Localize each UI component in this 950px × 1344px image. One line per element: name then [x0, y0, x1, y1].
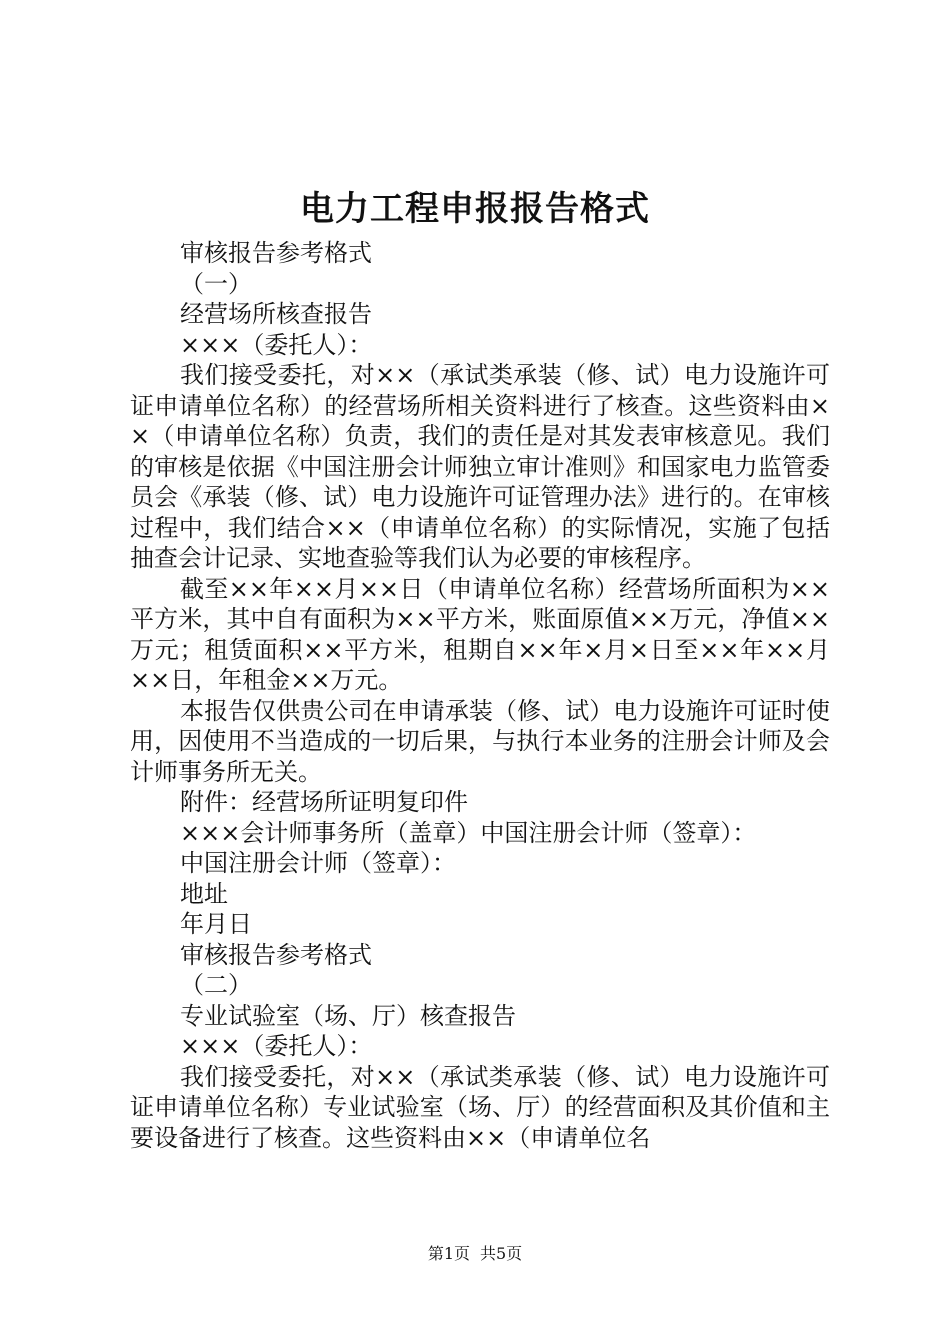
cpa-signature-line: 中国注册会计师（签章）：: [180, 849, 456, 877]
page-footer: [0, 1243, 950, 1265]
document-body: [130, 238, 830, 1153]
paragraph: 我们接受委托，对××（承试类承装（修、试）电力设施许可证申请单位名称）专业试验室（场、厅）的经营面积及其价值和主要设备进行了核查。这些资料由××（申请单位名: [130, 1062, 830, 1152]
date-line: 年月日: [180, 910, 252, 938]
firm-signature-line: ×××会计师事务所（盖章）中国注册会计师（签章）：: [180, 818, 757, 847]
paragraph: 本报告仅供贵公司在申请承装（修、试）电力设施许可证时使用，因使用不当造成的一切后果，与执行本业务的注册会计师及会计师事务所无关。: [130, 696, 830, 786]
address-line: 地址: [180, 879, 228, 908]
section-number: （二）: [180, 971, 252, 999]
paragraph: 截至××年××月××日（申请单位名称）经营场所面积为××平方米，其中自有面积为××平方米，账面原值××万元，净值××万元；租赁面积××平方米，租期自××年×月×日至××年××月××日，年租金××万元。: [130, 574, 830, 694]
attachment-line: 附件：经营场所证明复印件: [180, 788, 468, 816]
addressee: ×××（委托人）：: [180, 330, 373, 359]
report-subtitle: 专业试验室（场、厅）核查报告: [180, 1001, 516, 1030]
paragraph: 我们接受委托，对××（承试类承装（修、试）电力设施许可证申请单位名称）的经营场所相关资料进行了核查。这些资料由××（申请单位名称）负责，我们的责任是对其发表审核意见。我们的审核是依据《中国注册会计师独立审计准则》和国家电力监管委员会《承装（修、试）电力设施许可证管理办法》进行的。在审核过程中，我们结合××（申请单位名称）的实际情况，实施了包括抽查会计记录、实地查验等我们认为必要的审核程序。: [130, 361, 830, 572]
addressee: ×××（委托人）：: [180, 1032, 373, 1060]
page-number: 第1页: [427, 1244, 470, 1263]
page-total: 共5页: [480, 1244, 523, 1263]
report-subtitle: 经营场所核查报告: [180, 300, 372, 328]
section-heading: 审核报告参考格式: [180, 239, 372, 267]
page-title: 电力工程申报报告格式: [300, 189, 650, 229]
section-number: （一）: [180, 269, 252, 298]
section-heading: 审核报告参考格式: [180, 940, 372, 969]
